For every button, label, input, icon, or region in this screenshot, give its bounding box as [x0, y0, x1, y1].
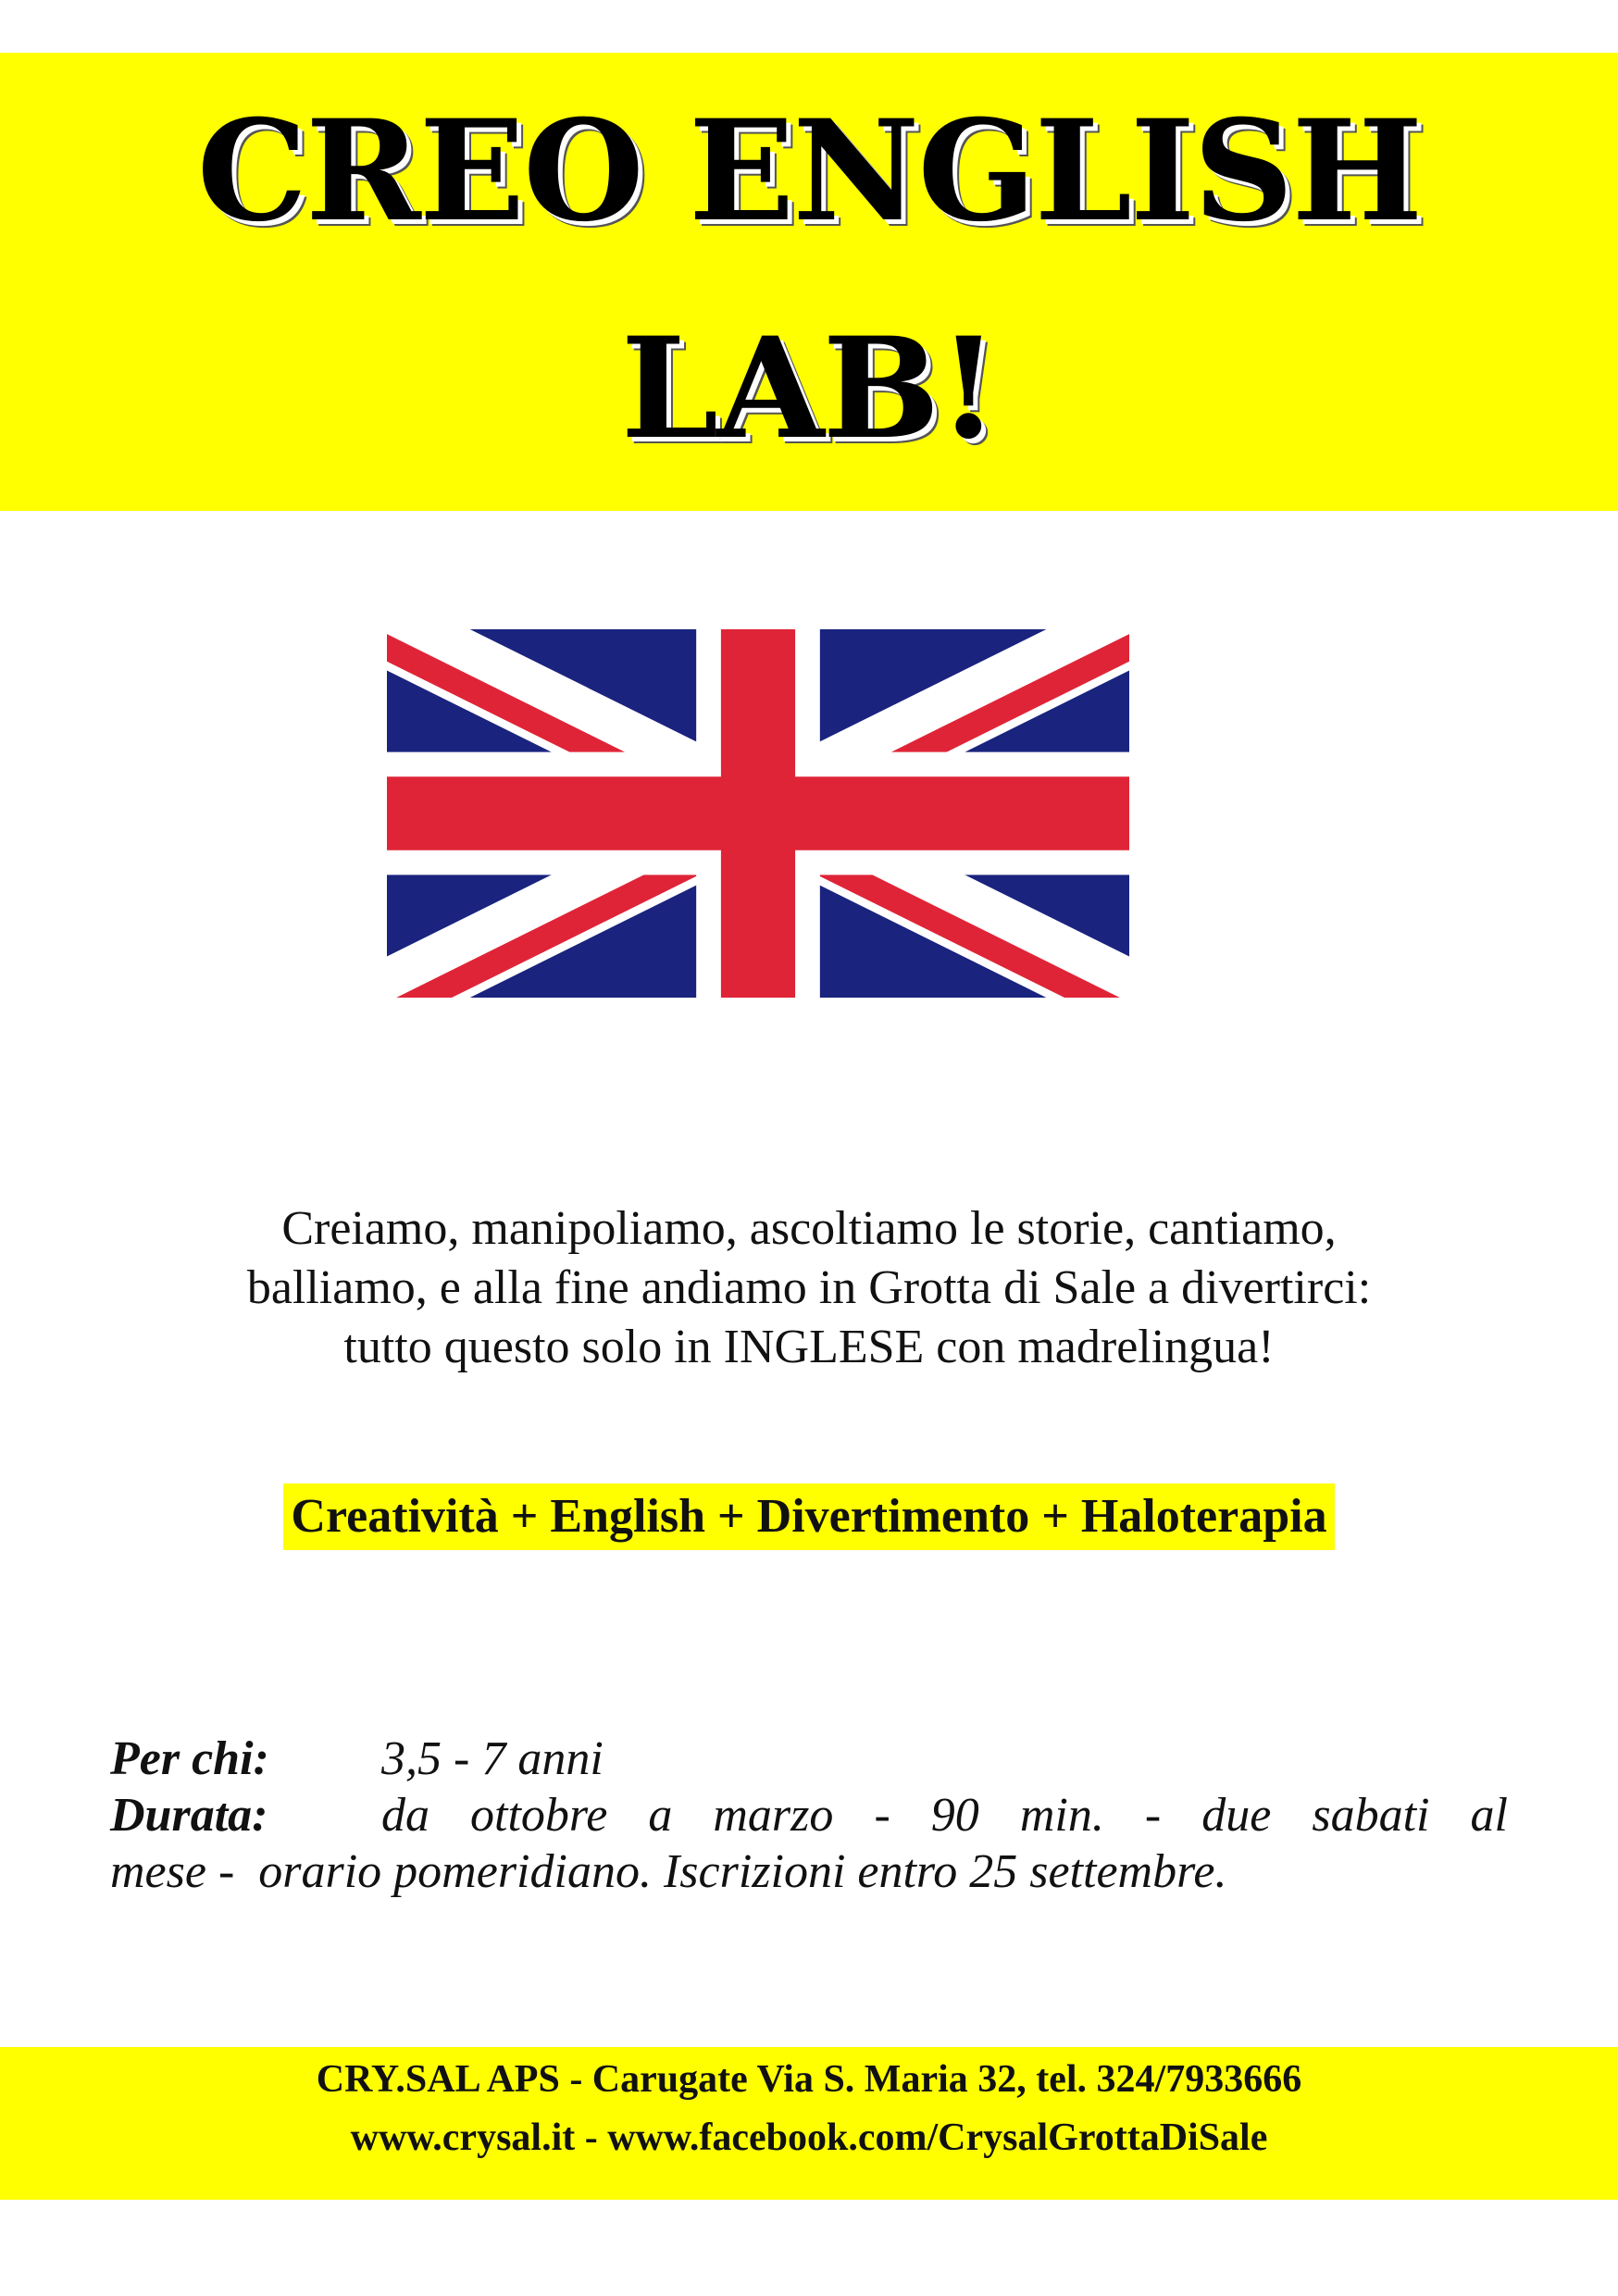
durata-word: da: [381, 1789, 429, 1842]
footer-links: www.crysal.it - www.facebook.com/CrysalGrottaDiSale: [350, 2116, 1268, 2159]
per-chi-value: 3,5 - 7 anni: [381, 1732, 604, 1785]
durata-line-2: mese - orario pomeridiano. Iscrizioni entro 25 settembre.: [110, 1845, 1227, 1898]
durata-word: a: [648, 1789, 673, 1842]
union-jack-flag-icon: [387, 629, 1129, 998]
durata-line-2-row: [110, 1843, 1508, 1900]
durata-word: al: [1470, 1789, 1508, 1842]
footer-address: CRY.SAL APS - Carugate Via S. Maria 32, tel. 324/7933666: [316, 2058, 1302, 2101]
durata-row: [110, 1787, 1508, 1843]
info-block: [110, 1731, 1508, 1900]
durata-word: sabati: [1312, 1789, 1430, 1842]
durata-word: 90: [930, 1789, 979, 1842]
durata-word: -: [874, 1789, 890, 1842]
durata-word: marzo: [713, 1789, 834, 1842]
durata-word: min.: [1019, 1789, 1104, 1842]
per-chi-row: [110, 1731, 1508, 1787]
description-line: Creiamo, manipoliamo, ascoltiamo le storie, cantiamo,: [281, 1202, 1337, 1255]
durata-word: due: [1201, 1789, 1272, 1842]
durata-line-1: [381, 1787, 1508, 1843]
title-line-2: LAB!: [620, 307, 998, 470]
title-line-1: CREO ENGLISH: [196, 90, 1422, 253]
highlighted-formula: Creatività + English + Divertimento + Haloterapia: [283, 1483, 1334, 1550]
formula-wrap: [0, 1483, 1618, 1550]
description-line: tutto questo solo in INGLESE con madrelingua!: [343, 1321, 1275, 1373]
description-line: balliamo, e alla fine andiamo in Grotta di Sale a divertirci:: [246, 1261, 1372, 1314]
description: [0, 1199, 1618, 1377]
durata-word: -: [1144, 1789, 1162, 1842]
per-chi-label: Per chi:: [110, 1732, 269, 1785]
durata-word: ottobre: [470, 1789, 608, 1842]
durata-label: Durata:: [110, 1789, 268, 1842]
